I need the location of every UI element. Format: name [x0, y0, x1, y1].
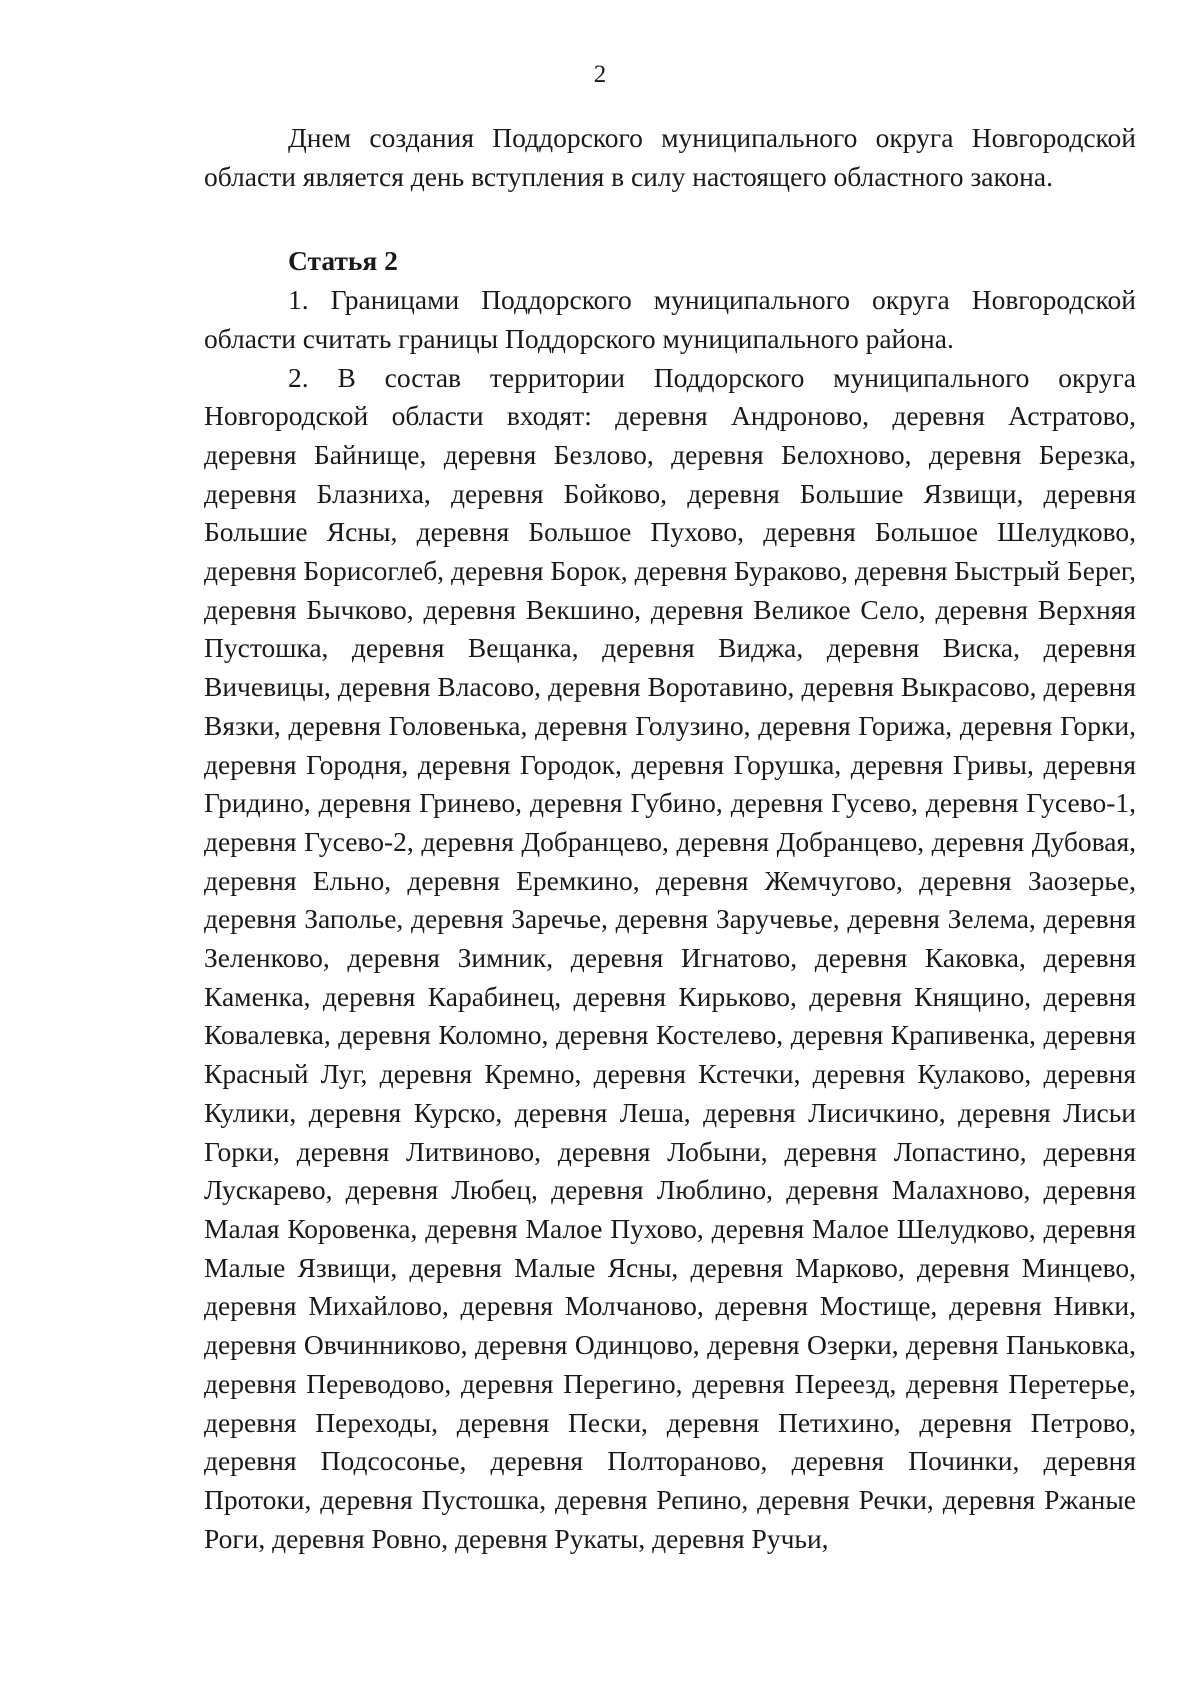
clause-1: 1. Границами Поддорского муниципального округа Новгородской области считать границы Поддорского муниципального района. — [204, 284, 1136, 354]
page-number: 2 — [593, 61, 607, 88]
intro-paragraph: Днем создания Поддорского муниципального округа Новгородской области является день вступления в силу настоящего областного закона. — [204, 122, 1136, 192]
clause-2: 2. В состав территории Поддорского муниципального округа Новгородской области входят: деревня Андроново, деревня Астратово, деревня Байнище, деревня Безлово, деревня Белохново, деревня Березка, деревня Блазниха, деревня Бойково, деревня Большие Язвищи, деревня Большие Ясны, деревня Большое Пухово, деревня Большое Шелудково, деревня Борисоглеб, деревня Борок, деревня Бураково, деревня Быстрый Берег, деревня Бычково, деревня Векшино, деревня Великое Село, деревня Верхняя Пустошка, деревня Вещанка, деревня Виджа, деревня Виска, деревня Вичевицы, деревня Власово, деревня Воротавино, деревня Выкрасово, деревня Вязки, деревня Головенька, деревня Голузино, деревня Горижа, деревня Горки, деревня Городня, деревня Городок, деревня Горушка, деревня Гривы, деревня Гридино, деревня Гринево, деревня Губино, деревня Гусево, деревня Гусево-1, деревня Гусево-2, деревня Добранцево, деревня Добранцево, деревня Дубовая, деревня Ельно, деревня Еремкино, деревня Жемчугово, деревня Заозерье, деревня Заполье, деревня Заречье, деревня Заручевье, деревня Зелема, деревня Зеленково, деревня Зимник, деревня Игнатово, деревня Каковка, деревня Каменка, деревня Карабинец, деревня Кирьково, деревня Княщино, деревня Ковалевка, деревня Коломно, деревня Костелево, деревня Крапивенка, деревня Красный Луг, деревня Кремно, деревня Кстечки, деревня Кулаково, деревня Кулики, деревня Курско, деревня Леша, деревня Лисичкино, деревня Лисьи Горки, деревня Литвиново, деревня Лобыни, деревня Лопастино, деревня Лускарево, деревня Любец, деревня Люблино, деревня Малахново, деревня Малая Коровенка, деревня Малое Пухово, деревня Малое Шелудково, деревня Малые Язвищи, деревня Малые Ясны, деревня Марково, деревня Минцево, деревня Михайлово, деревня Молчаново, деревня Мостище, деревня Нивки, деревня Овчинниково, деревня Одинцово, деревня Озерки, деревня Паньковка, деревня Переводово, деревня Перегино, деревня Переезд, деревня Перетерье, деревня Переходы, деревня Пески, деревня Петихино, деревня Петрово, деревня Подсосонье, деревня Полтораново, деревня Починки, деревня Протоки, деревня Пустошка, деревня Репино, деревня Речки, деревня Ржаные Роги, деревня Ровно, деревня Рукаты, деревня Ручьи, — [204, 361, 1136, 1554]
paragraph-gap — [204, 196, 1136, 242]
document-body — [204, 119, 1136, 1558]
article-heading: Статья 2 — [288, 245, 398, 277]
